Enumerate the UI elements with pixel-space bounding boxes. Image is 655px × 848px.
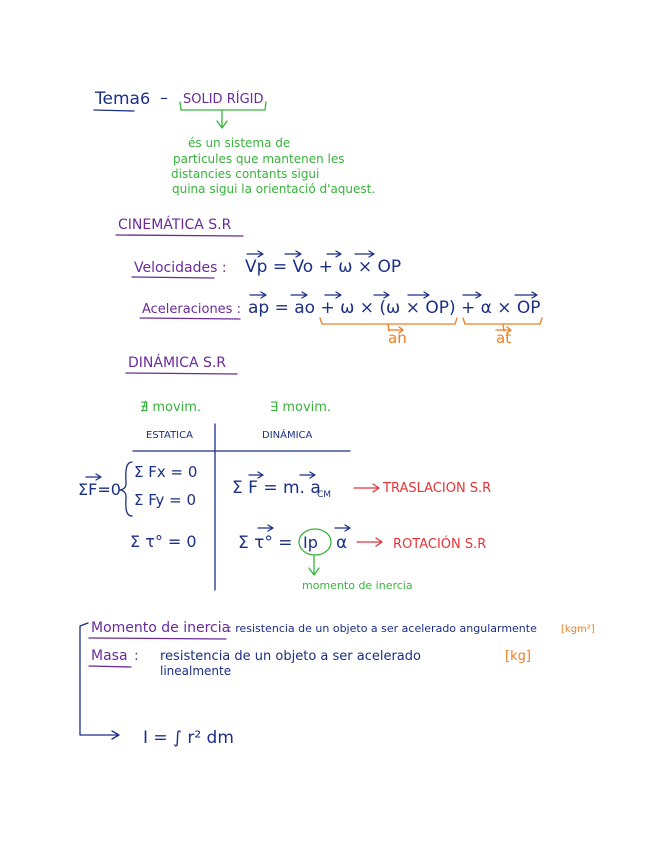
velocidades-label: Velocidades :: [134, 260, 227, 276]
alpha-symbol: α: [336, 533, 348, 553]
title-topic: SOLID RÍGID: [183, 92, 264, 107]
vec-arrow-alpha2: [335, 525, 350, 531]
velocidades-underline: [132, 277, 214, 278]
ip-arrow: [309, 556, 319, 575]
col-estatica: ESTATICA: [146, 430, 193, 441]
col-dinamica: DINÁMICA: [262, 430, 313, 441]
dinamica-section: [78, 354, 491, 592]
momento-note: momento de inercia: [302, 579, 413, 592]
at-label: at: [496, 329, 512, 347]
title-underline: [94, 110, 134, 111]
masa-definition-2: linealmente: [160, 664, 232, 678]
si-movim: ∃ movim.: [270, 400, 332, 415]
definition: [171, 136, 375, 196]
ip-symbol: Ip: [303, 533, 318, 552]
cinematica-heading: CINEMÁTICA S.R: [118, 217, 232, 233]
momento-definition: : resistencia de un objeto a ser acelerado angularmente: [228, 622, 537, 635]
aceleraciones-formula: ap = ao + ω × (ω × OP) + α × OP: [248, 298, 541, 318]
masa-unit: [kg]: [505, 649, 531, 664]
masa-colon: :: [134, 648, 139, 664]
masa-definition: resistencia de un objeto a ser acelerado: [160, 649, 421, 664]
definition-line3: distancies contants sigui: [171, 167, 320, 181]
newton-law: Σ F = m. a: [232, 478, 321, 498]
rotacion-arrow: [357, 538, 382, 546]
definition-line2: particules que mantenen les: [173, 152, 345, 166]
no-movim: ∄ movim.: [140, 400, 202, 415]
notes-bracket-arrow: [80, 623, 119, 739]
definition-line1: és un sistema de: [188, 136, 291, 150]
sum-f-zero: ΣF=0: [78, 480, 121, 499]
title-dash: –: [160, 88, 168, 107]
momento-label: Momento de inercia: [91, 620, 231, 636]
masa-label: Masa: [91, 648, 128, 664]
title-number: 6: [140, 89, 151, 108]
dinamica-heading: DINÁMICA S.R: [128, 355, 227, 371]
notes-section: [80, 620, 595, 748]
sum-fx: Σ Fx = 0: [134, 463, 198, 481]
system-brace: [120, 462, 132, 516]
title: [94, 88, 266, 128]
cinematica-section: [116, 216, 542, 347]
newton-sub: CM: [317, 490, 332, 500]
topic-arrow: [217, 110, 227, 128]
title-tema: Tema: [95, 89, 140, 109]
traslacion-arrow: [354, 484, 379, 492]
inertia-integral: I = ∫ r² dm: [143, 728, 234, 748]
masa-underline: [89, 666, 131, 667]
velocidades-formula: Vp = Vo + ω × OP: [245, 257, 402, 277]
momento-underline: [89, 638, 226, 639]
aceleraciones-underline: [140, 318, 240, 319]
momento-unit: [kgm²]: [561, 624, 595, 635]
definition-line4: quina sigui la orientació d'aquest.: [172, 182, 376, 196]
sum-fy: Σ Fy = 0: [134, 491, 197, 509]
aceleraciones-label: Aceleraciones :: [142, 302, 241, 317]
dinamica-underline: [126, 373, 237, 374]
traslacion-label: TRASLACION S.R: [383, 481, 492, 496]
vec-arrow-tau: [258, 525, 273, 531]
brace-at: [463, 318, 542, 324]
an-label: an: [388, 329, 407, 347]
cinematica-underline: [116, 235, 243, 236]
brace-an: [320, 318, 457, 324]
rotacion-label: ROTACIÓN S.R: [393, 537, 487, 552]
rotation-law-left: Σ τ° =: [238, 533, 293, 553]
sum-tau-zero: Σ τ° = 0: [130, 532, 197, 551]
